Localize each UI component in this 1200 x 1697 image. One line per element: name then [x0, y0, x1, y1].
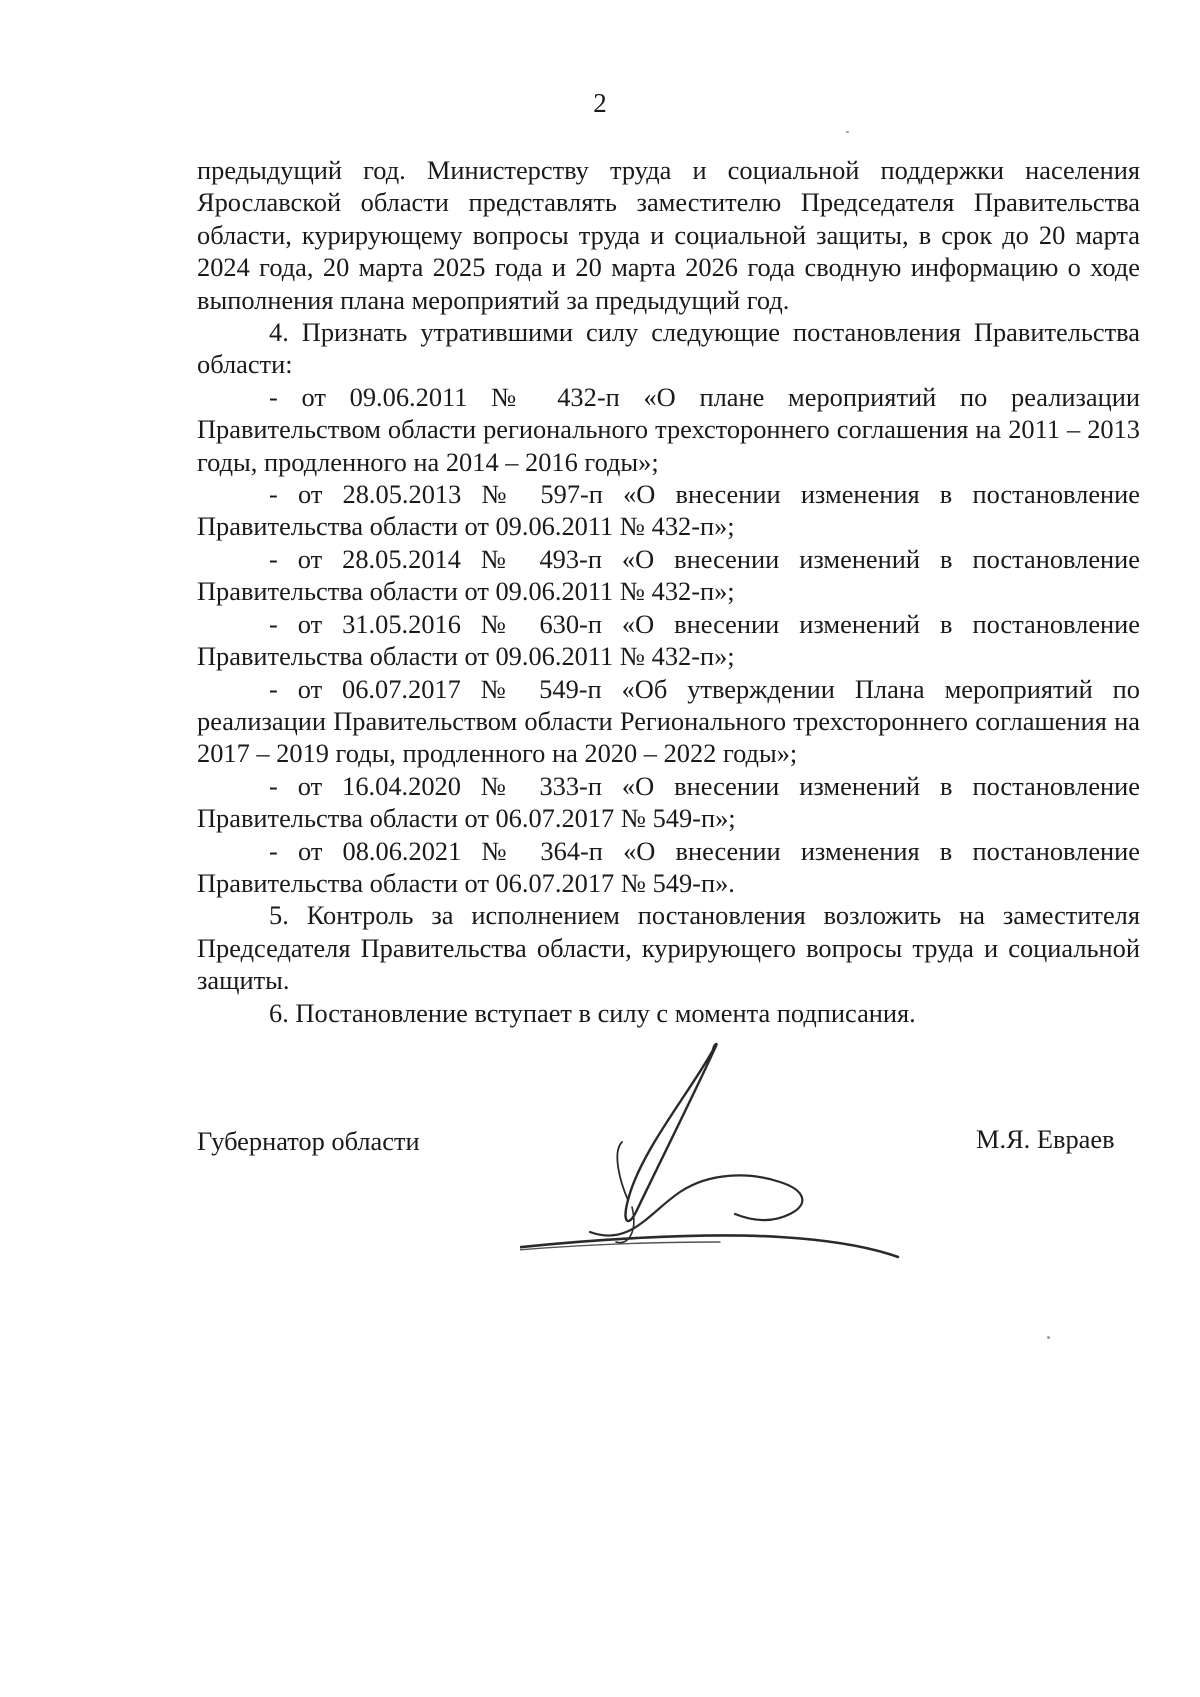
list-item-repealed-4: - от 31.05.2016 № 630-п «О внесении изменений в постановление Правительства области от 09.06.2011 № 432-п»;	[197, 608, 1140, 672]
page-number: 2	[593, 88, 607, 118]
signatory-name: М.Я. Евраев	[976, 1124, 1115, 1154]
document-body	[197, 154, 1140, 1029]
scan-speck	[1047, 1336, 1050, 1339]
paragraph-item-4: 4. Признать утратившими силу следующие постановления Правительства области:	[197, 317, 1140, 380]
signatory-position: Губернатор области	[197, 1126, 420, 1156]
paragraph-item-6: 6. Постановление вступает в силу с момента подписания.	[269, 997, 916, 1028]
list-item-repealed-3: - от 28.05.2014 № 493-п «О внесении изменений в постановление Правительства области от 09.06.2011 № 432-п»;	[197, 543, 1140, 607]
handwritten-signature-icon	[520, 1032, 940, 1262]
paragraph-item-5: 5. Контроль за исполнением постановления возложить на заместителя Председателя Правительства области, курирующего вопросы труда и социальной защиты.	[197, 900, 1140, 996]
list-item-repealed-2: - от 28.05.2013 № 597-п «О внесении изменения в постановление Правительства области от 09.06.2011 № 432-п»;	[197, 479, 1140, 542]
paragraph-continuation: предыдущий год. Министерству труда и социальной поддержки населения Ярославской области представлять заместителю Председателя Правительства области, курирующему вопросы труда и социальной защиты, в срок до 20 марта 2024 года, 20 марта 2025 года и 20 марта 2026 года сводную информацию о ходе выполнения плана мероприятий за предыдущий год.	[197, 155, 1140, 315]
list-item-repealed-5: - от 06.07.2017 № 549-п «Об утверждении Плана мероприятий по реализации Правительством области Регионального трехстороннего соглашения на 2017 – 2019 годы, продленного на 2020 – 2022 годы»;	[197, 673, 1140, 769]
list-item-repealed-6: - от 16.04.2020 № 333-п «О внесении изменений в постановление Правительства области от 06.07.2017 № 549-п»;	[197, 770, 1140, 834]
scan-speck	[846, 131, 849, 133]
list-item-repealed-1: - от 09.06.2011 № 432-п «О плане мероприятий по реализации Правительством области регионального трехстороннего соглашения на 2011 – 2013 годы, продленного на 2014 – 2016 годы»;	[197, 381, 1140, 477]
list-item-repealed-7: - от 08.06.2021 № 364-п «О внесении изменения в постановление Правительства области от 06.07.2017 № 549-п».	[197, 835, 1140, 898]
